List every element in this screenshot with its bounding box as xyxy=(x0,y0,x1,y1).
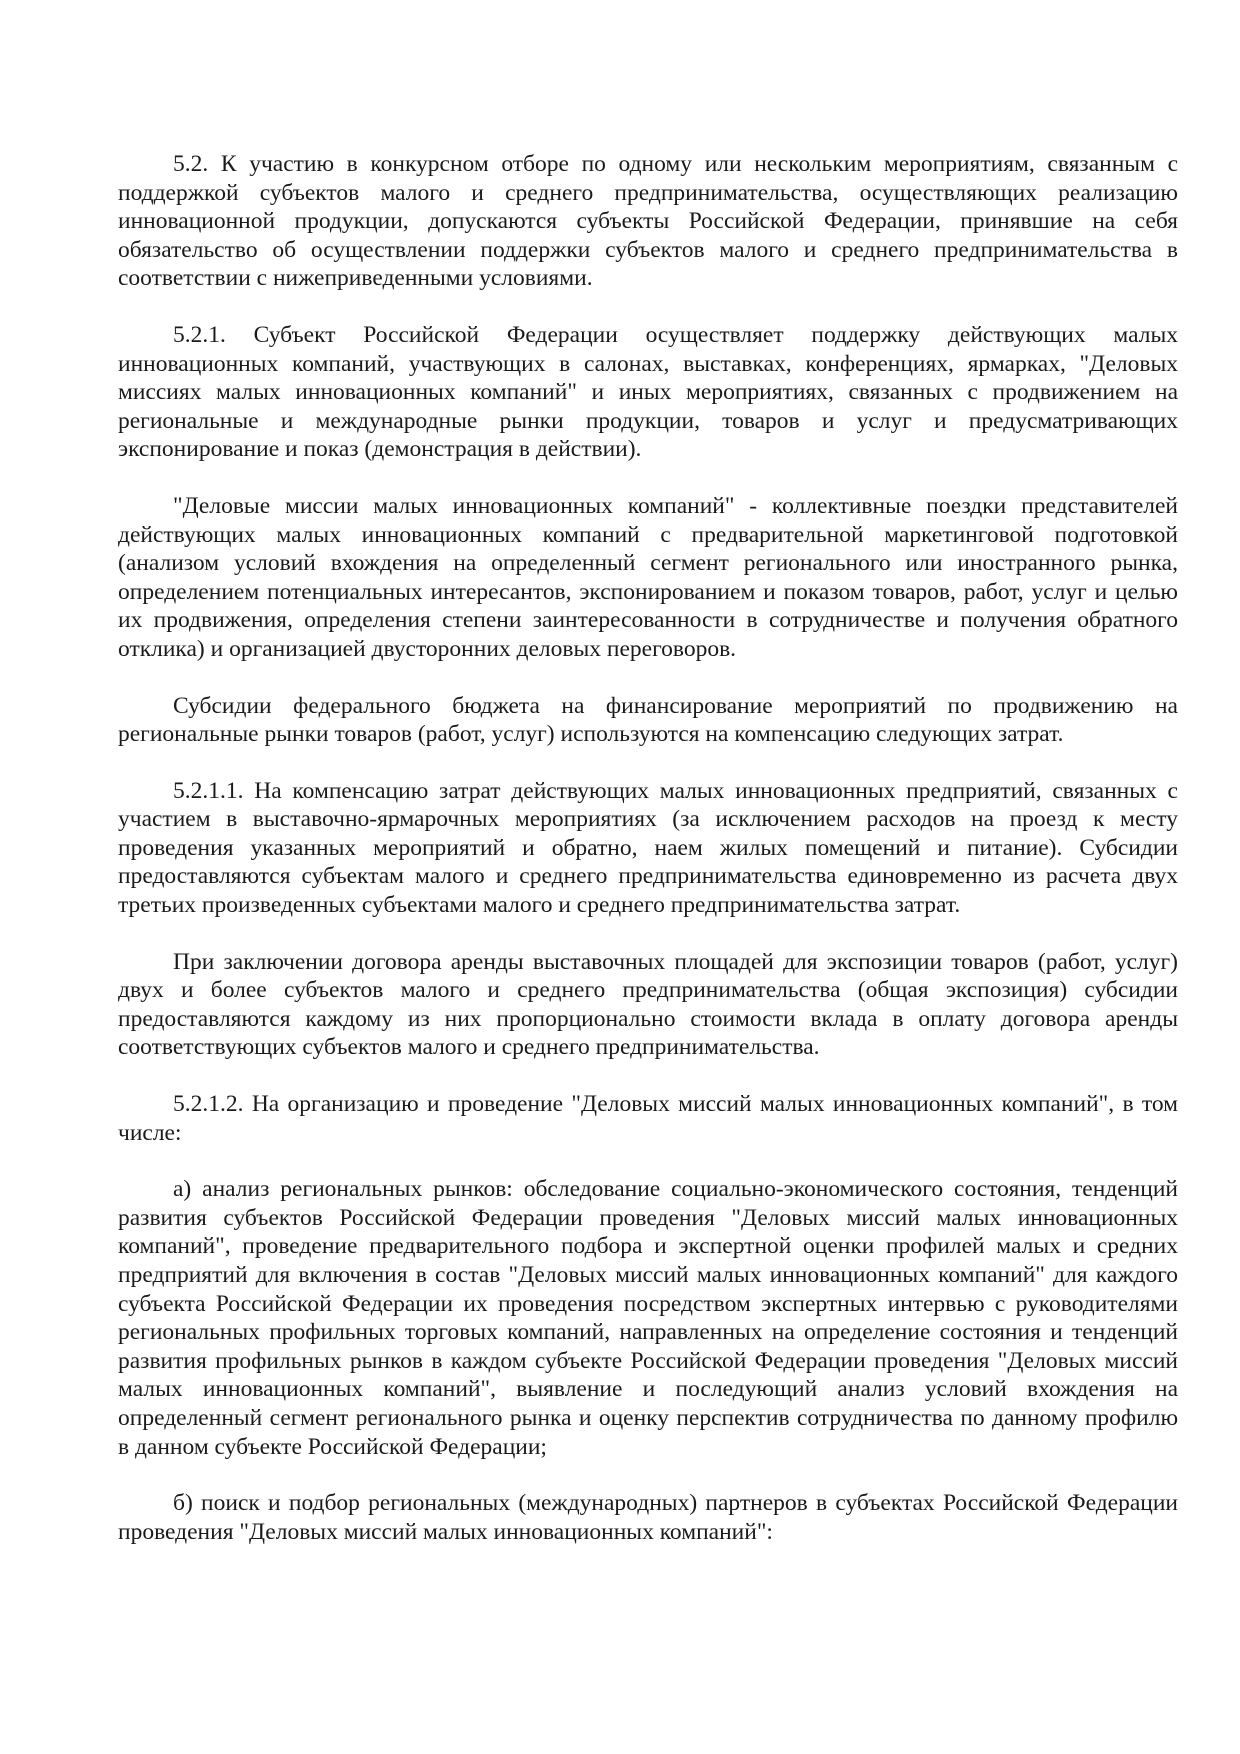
paragraph-5-2: 5.2. К участию в конкурсном отборе по одному или нескольким мероприятиям, связанным с поддержкой субъектов малого и среднего предпринимательства, осуществляющих реализацию инновационной продукции, допускаются субъекты Российской Федерации, принявшие на себя обязательство об осуществлении поддержки субъектов малого и среднего предпринимательства в соответствии с нижеприведенными условиями. xyxy=(118,151,1178,292)
paragraph-item-b: б) поиск и подбор региональных (международных) партнеров в субъектах Российской Федерации проведения "Деловых миссий малых инновационных компаний": xyxy=(118,1490,1178,1545)
paragraph-item-a: а) анализ региональных рынков: обследование социально-экономического состояния, тенденций развития субъектов Российской Федерации проведения "Деловых миссий малых инновационных компаний", проведение предварительного подбора и экспертной оценки профилей малых и средних предприятий для включения в состав "Деловых миссий малых инновационных компаний" для каждого субъекта Российской Федерации их проведения посредством экспертных интервью с руководителями региональных профильных торговых компаний, направленных на определение состояния и тенденций развития профильных рынков в каждом субъекте Российской Федерации проведения "Деловых миссий малых инновационных компаний", выявление и последующий анализ условий вхождения на определенный сегмент регионального рынка и оценку перспектив сотрудничества по данному профилю в данном субъекте Российской Федерации; xyxy=(118,1176,1178,1460)
paragraph-5-2-1: 5.2.1. Субъект Российской Федерации осуществляет поддержку действующих малых инновационных компаний, участвующих в салонах, выставках, конференциях, ярмарках, "Деловых миссиях малых инновационных компаний" и иных мероприятиях, связанных с продвижением на региональные и международные рынки продукции, товаров и услуг и предусматривающих экспонирование и показ (демонстрация в действии). xyxy=(118,321,1178,463)
paragraph-5-2-1-1: 5.2.1.1. На компенсацию затрат действующих малых инновационных предприятий, связанных с участием в выставочно-ярмарочных мероприятиях (за исключением расходов на проезд к месту проведения указанных мероприятий и обратно, наем жилых помещений и питание). Субсидии предоставляются субъектам малого и среднего предпринимательства единовременно из расчета двух третьих произведенных субъектами малого и среднего предпринимательства затрат. xyxy=(118,777,1178,919)
paragraph-federal-subsidies: Субсидии федерального бюджета на финансирование мероприятий по продвижению на региональные рынки товаров (работ, услуг) используются на компенсацию следующих затрат. xyxy=(118,692,1178,748)
paragraph-lease-agreement: При заключении договора аренды выставочных площадей для экспозиции товаров (работ, услуг) двух и более субъектов малого и среднего предпринимательства (общая экспозиция) субсидии предоставляются каждому из них пропорционально стоимости вклада в оплату договора аренды соответствующих субъектов малого и среднего предпринимательства. xyxy=(118,948,1178,1061)
document-page xyxy=(118,150,1178,1574)
paragraph-5-2-1-2: 5.2.1.2. На организацию и проведение "Деловых миссий малых инновационных компаний", в том числе: xyxy=(118,1091,1178,1146)
paragraph-business-missions-definition: "Деловые миссии малых инновационных компаний" - коллективные поездки представителей действующих малых инновационных компаний с предварительной маркетинговой подготовкой (анализом условий вхождения на определенный сегмент регионального или иностранного рынка, определением потенциальных интересантов, экспонированием и показом товаров, работ, услуг и целью их продвижения, определения степени заинтересованности в сотрудничестве и получения обратного отклика) и организацией двусторонних деловых переговоров. xyxy=(118,492,1178,662)
